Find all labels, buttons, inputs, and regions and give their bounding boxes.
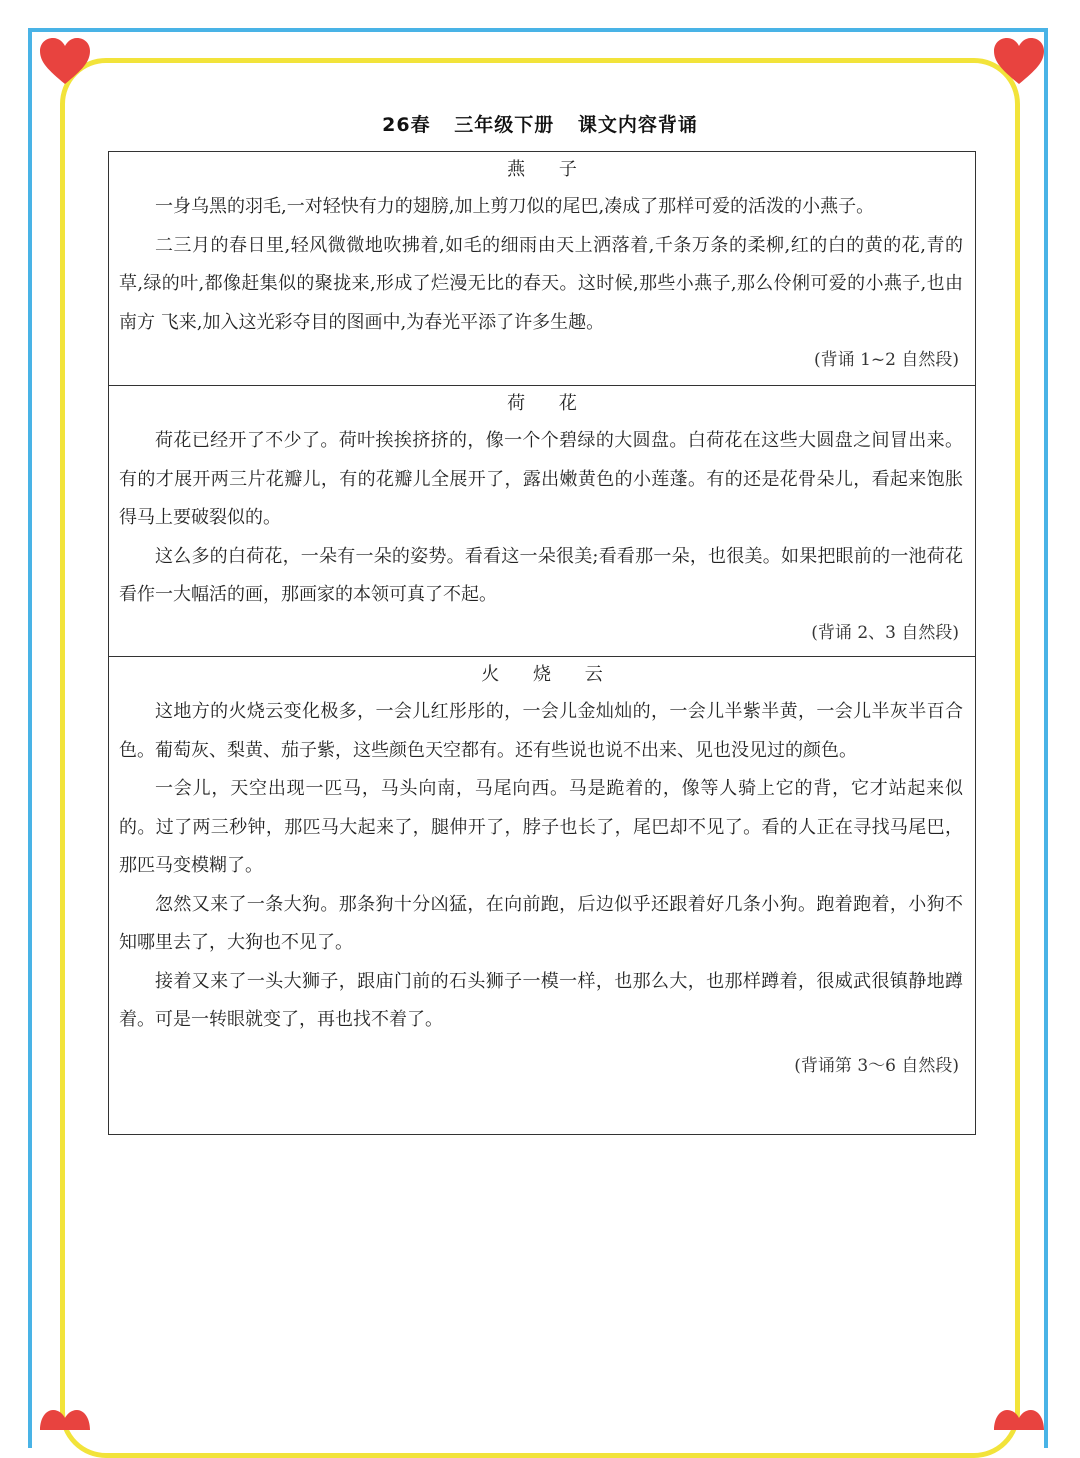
page-title [0, 110, 1080, 137]
section-swallow [109, 152, 975, 386]
recite-note: (背诵 1~2 自然段) [814, 350, 959, 370]
paragraph: 一身乌黑的羽毛,一对轻快有力的翅膀,加上剪刀似的尾巴,凑成了那样可爱的活泼的小燕子。 [155, 196, 875, 217]
paragraph: 忽然又来了一条大狗。那条狗十分凶猛，在向前跑，后边似乎还跟着好几条小狗。跑着跑着，小狗不知哪里去了，大狗也不见了。 [119, 893, 963, 953]
recitation-table [108, 151, 976, 1135]
paragraph: 这么多的白荷花，一朵有一朵的姿势。看看这一朵很美;看看那一朵，也很美。如果把眼前的一池荷花看作一大幅活的画，那画家的本领可真了不起。 [119, 545, 963, 605]
paragraph: 这地方的火烧云变化极多，一会儿红彤彤的，一会儿金灿灿的，一会儿半紫半黄，一会儿半灰半百合色。葡萄灰、梨黄、茄子紫，这些颜色天空都有。还有些说也说不出来、见也没见过的颜色。 [119, 701, 963, 761]
section-title: 荷 花 [507, 393, 591, 414]
paragraph: 二三月的春日里,轻风微微地吹拂着,如毛的细雨由天上洒落着,千条万条的柔柳,红的白的黄的花,青的草,绿的叶,都像赶集似的聚拢来,形成了烂漫无比的春天。这时候,那些小燕子,那么伶俐可爱的小燕子,也由南方 飞来,加入这光彩夺目的图画中,为春光平添了许多生趣。 [119, 234, 963, 333]
section-title: 燕 子 [507, 159, 591, 180]
paragraph: 一会儿，天空出现一匹马，马头向南，马尾向西。马是跪着的，像等人骑上它的背，它才站起来似的。过了两三秒钟，那匹马大起来了，腿伸开了，脖子也长了，尾巴却不见了。看的人正在寻找马尾巴，那匹马变模糊了。 [119, 778, 963, 876]
paragraph: 接着又来了一头大狮子，跟庙门前的石头狮子一模一样，也那么大，也那样蹲着，很威武很镇静地蹲着。可是一转眼就变了，再也找不着了。 [119, 970, 963, 1030]
title-subject: 课文内容背诵 [577, 114, 698, 136]
title-semester: 26春 [382, 114, 431, 136]
heart-icon-top-left [38, 36, 92, 86]
section-lotus [109, 386, 975, 657]
section-title: 火 烧 云 [481, 664, 617, 685]
title-grade: 三年级下册 [454, 114, 555, 136]
paragraph: 荷花已经开了不少了。荷叶挨挨挤挤的，像一个个碧绿的大圆盘。白荷花在这些大圆盘之间冒出来。有的才展开两三片花瓣儿，有的花瓣儿全展开了，露出嫩黄色的小莲蓬。有的还是花骨朵儿，看起来饱胀得马上要破裂似的。 [119, 430, 963, 528]
section-fire-clouds [109, 657, 975, 1134]
heart-icon-top-right [992, 36, 1046, 86]
heart-icon-bottom-right [992, 1404, 1046, 1430]
recite-note: (背诵 2、3 自然段) [811, 622, 959, 643]
recite-note: (背诵第 3〜6 自然段) [794, 1055, 959, 1076]
heart-icon-bottom-left [38, 1404, 92, 1430]
